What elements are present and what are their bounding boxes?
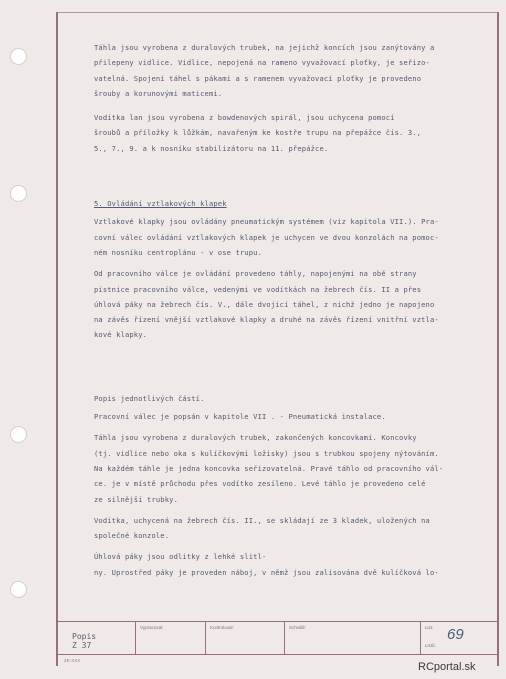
text-line: covní válec ovládání vztlakových klapek je uchycen ve dvou konzolách na pomoc- bbox=[94, 232, 439, 242]
form-code: ZE-XXX bbox=[64, 658, 81, 663]
text-line: přilepeny vidlice. Vidlice, nepojená na rameno vyvažovací ploťky, je seřizo- bbox=[94, 58, 430, 68]
punch-hole bbox=[10, 581, 27, 598]
text-line: Táhla jsou vyrobena z duralových trubek, na jejichž koncích jsou zanýtovány a bbox=[94, 43, 435, 52]
text-line: (tj. vidlice nebo oka s kulíčkovými ložisky) jsou s trubkou spojeny nýtováním. bbox=[94, 448, 439, 458]
approved-by-cell bbox=[284, 622, 419, 654]
watermark: RCportal.sk bbox=[418, 661, 476, 673]
text-line: úhlová páky na žebrech čís. V., dále dvojicí táhel, z nichž jedno je napojeno bbox=[94, 299, 435, 309]
section-heading: 5. Ovládání vztlakových klapek bbox=[94, 199, 227, 209]
doc-label: Popis Z 37 bbox=[72, 632, 97, 650]
sheets-total-label: Listů: bbox=[425, 643, 436, 648]
text-line: ce. je v místě průchodu přes vodítko zesíleno. Levé táhlo je provedeno celé bbox=[94, 479, 426, 489]
text-line: šrouby a korunovými maticemi. bbox=[94, 88, 223, 98]
subheading: Popis jednotlivých částí. bbox=[94, 393, 205, 403]
body-text bbox=[94, 40, 486, 580]
frame-top-line bbox=[56, 12, 499, 13]
text-line: Vodítka, uchycená na žebrech čís. II., se skládají ze 3 kladek, uložených na bbox=[94, 515, 430, 525]
text-line: Vztlakové klapky jsou ovládány pneumatickým systémem (viz kapitola VII.). Pra- bbox=[94, 217, 439, 227]
prepared-by-label: Vypracoval: bbox=[140, 625, 164, 630]
text-line: ny. Uprostřed páky je proveden náboj, v němž jsou zalisována dvě kulíčková lo- bbox=[94, 567, 439, 577]
page-number: 69 bbox=[447, 626, 464, 643]
text-line: na závěs řízení vnější vztlakové klapky a druhé na závěs řízení vnitřní vztla- bbox=[94, 315, 439, 325]
text-line: ze silnější trubky. bbox=[94, 494, 178, 504]
text-line: kové klapky. bbox=[94, 330, 148, 340]
text-line: 5., 7., 9. a k nosníku stabilizátoru na 11. přepážce. bbox=[94, 143, 329, 153]
punch-hole bbox=[10, 426, 27, 443]
frame-right-line bbox=[497, 12, 499, 666]
text-line: Táhla jsou vyrobena z duralových trubek, zakončených koncovkami. Koncovky bbox=[94, 433, 417, 443]
checked-by-cell bbox=[205, 622, 286, 654]
text-line: Na každém táhle je jedna koncovka seřizovatelná. Pravé táhlo od pracovního vál- bbox=[94, 463, 444, 473]
text-line: vatelná. Spojení táhel s pákami a s ramenem vyvažovací ploťky je provedeno bbox=[94, 73, 422, 83]
checked-by-label: Kontroloval: bbox=[210, 625, 234, 630]
text-line: Vodítka lan jsou vyrobena z bowdenových spirál, jsou uchycena pomocí bbox=[94, 113, 395, 123]
text-line: ném nosníku centroplánu - v ose trupu. bbox=[94, 247, 262, 257]
punch-hole bbox=[10, 185, 27, 202]
doc-label-cell bbox=[58, 622, 105, 654]
prepared-by-cell bbox=[135, 622, 196, 654]
frame-left-line bbox=[56, 12, 58, 666]
text-line: společné konzole. bbox=[94, 531, 170, 541]
title-block bbox=[58, 621, 498, 655]
punch-hole bbox=[10, 48, 27, 65]
text-line: šroubů a příložky k lůžkám, navařeným ke kostře trupu na přepážce čís. 3., bbox=[94, 128, 422, 138]
sheet-number-cell bbox=[420, 622, 499, 654]
approved-by-label: Schválil: bbox=[289, 625, 306, 630]
text-line: pístnice pracovního válce, vedenými ve vodítkách na žebrech čís. II a přes bbox=[94, 284, 422, 294]
text-line: Úhlová páky jsou odlitky z lehké slitl- bbox=[94, 552, 267, 562]
text-line: Pracovní válec je popsán v kapitole VII . - Pneumatická instalace. bbox=[94, 412, 386, 422]
sheet-label: List: bbox=[425, 625, 434, 630]
text-line: Od pracovního válce je ovládání provedeno táhly, napojenými na obě strany bbox=[94, 269, 417, 279]
